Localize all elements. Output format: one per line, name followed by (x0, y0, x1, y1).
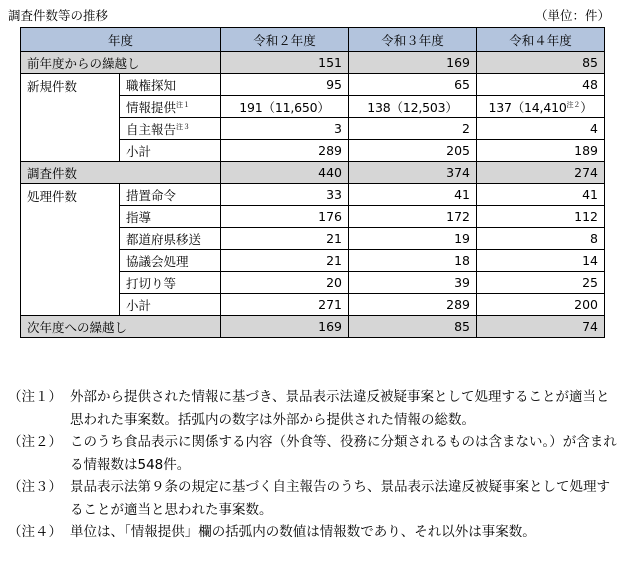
note-ref: 注２ (566, 100, 581, 109)
value-cell: 4 (477, 118, 605, 140)
value-cell: 85 (477, 52, 605, 74)
row-label-text: 情報提供 (126, 99, 177, 115)
note-number: （注４） (8, 524, 62, 540)
note-2 (8, 431, 620, 476)
value-cell: 2 (349, 118, 477, 140)
carryover-in-row (21, 52, 605, 74)
value-cell: 41 (477, 184, 605, 206)
note-text: 外部から提供された情報に基づき、景品表示法違反被疑事案として処理することが適当と思われた事案数。括弧内の数字は外部から提供された情報の総数。 (70, 389, 610, 428)
value-cell: 19 (349, 228, 477, 250)
value-cell: 85 (349, 316, 477, 338)
value-cell: 39 (349, 272, 477, 294)
value-cell: 21 (221, 250, 349, 272)
header-year-r2: 令和２年度 (221, 28, 349, 52)
value-cell: 95 (221, 74, 349, 96)
value-cell: 112 (477, 206, 605, 228)
table-row (21, 74, 605, 96)
note-ref: 注３ (176, 122, 191, 131)
note-text: 単位は、「情報提供」欄の括弧内の数値は情報数であり、それ以外は事案数。 (70, 524, 536, 540)
note-4 (8, 521, 620, 544)
row-label-info (120, 96, 221, 118)
value-cell: 48 (477, 74, 605, 96)
row-label: 打切り等 (120, 272, 221, 294)
investigation-table (20, 27, 605, 338)
note-number: （注３） (8, 479, 62, 495)
value-cell: 205 (349, 140, 477, 162)
value-cell: 169 (349, 52, 477, 74)
value-cell: 191（11,650） (221, 96, 349, 118)
row-label: 協議会処理 (120, 250, 221, 272)
value-text: 137（14,410 (488, 99, 567, 115)
investigations-row (21, 162, 605, 184)
note-number: （注２） (8, 434, 62, 450)
value-cell: 151 (221, 52, 349, 74)
value-cell: 8 (477, 228, 605, 250)
value-cell: 172 (349, 206, 477, 228)
category-label-new: 新規件数 (21, 74, 120, 162)
note-ref: 注１ (176, 100, 191, 109)
row-label: 次年度への繰越し (21, 316, 221, 338)
value-cell: 41 (349, 184, 477, 206)
value-cell: 25 (477, 272, 605, 294)
value-cell: 374 (349, 162, 477, 184)
note-1 (8, 386, 620, 431)
value-cell: 74 (477, 316, 605, 338)
value-cell: 14 (477, 250, 605, 272)
value-cell: 289 (349, 294, 477, 316)
value-cell: 176 (221, 206, 349, 228)
row-label-text: 自主報告 (126, 121, 177, 137)
carryover-out-row (21, 316, 605, 338)
note-text: 景品表示法第９条の規定に基づく自主報告のうち、景品表示法違反被疑事案として処理することが適当と思われた事案数。 (70, 479, 610, 518)
unit-label: （単位：件） (534, 8, 610, 23)
value-cell: 138（12,503） (349, 96, 477, 118)
value-cell: 200 (477, 294, 605, 316)
header-row (21, 28, 605, 52)
row-label: 指導 (120, 206, 221, 228)
value-cell: 189 (477, 140, 605, 162)
row-label: 小計 (120, 140, 221, 162)
value-cell: 33 (221, 184, 349, 206)
row-label: 前年度からの繰越し (21, 52, 221, 74)
value-cell: 21 (221, 228, 349, 250)
value-cell: 169 (221, 316, 349, 338)
value-cell: 271 (221, 294, 349, 316)
row-label: 小計 (120, 294, 221, 316)
header-year-label: 年度 (21, 28, 221, 52)
header-year-r3: 令和３年度 (349, 28, 477, 52)
note-3 (8, 476, 620, 521)
value-cell: 3 (221, 118, 349, 140)
row-label: 職権探知 (120, 74, 221, 96)
value-cell: 289 (221, 140, 349, 162)
value-cell: 274 (477, 162, 605, 184)
value-cell: 18 (349, 250, 477, 272)
category-label-processed: 処理件数 (21, 184, 120, 316)
row-label: 調査件数 (21, 162, 221, 184)
row-label-self-report (120, 118, 221, 140)
note-text: このうち食品表示に関係する内容（外食等、役務に分類されるものは含まない。）が含まれる情報数は548件。 (70, 434, 617, 473)
value-close: ） (580, 99, 593, 115)
row-label: 都道府県移送 (120, 228, 221, 250)
value-cell (477, 96, 605, 118)
value-cell: 20 (221, 272, 349, 294)
table-caption: 調査件数等の推移 (8, 8, 109, 23)
row-label: 措置命令 (120, 184, 221, 206)
note-number: （注１） (8, 389, 62, 405)
value-cell: 65 (349, 74, 477, 96)
notes (8, 386, 620, 544)
value-cell: 440 (221, 162, 349, 184)
table-row (21, 184, 605, 206)
header-year-r4: 令和４年度 (477, 28, 605, 52)
